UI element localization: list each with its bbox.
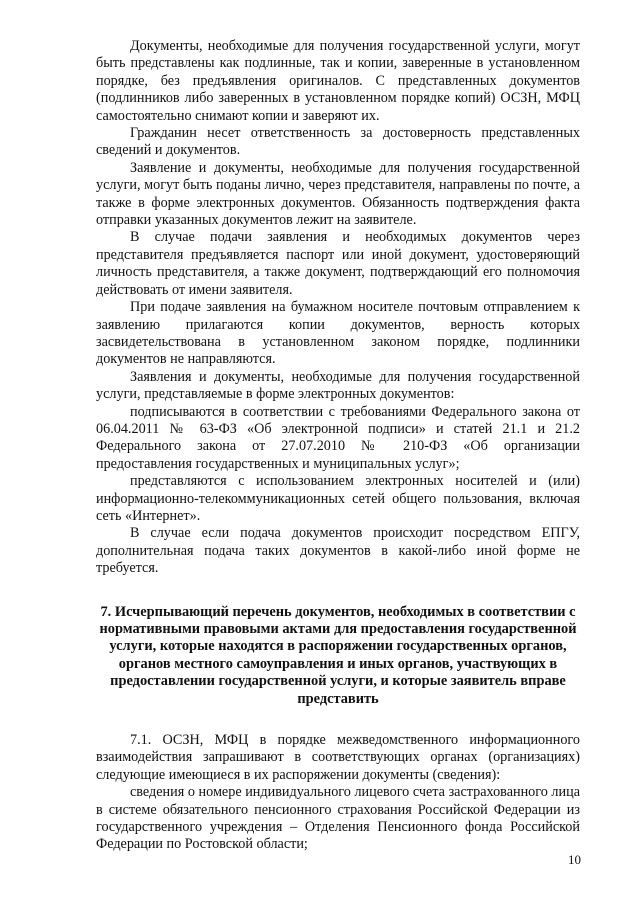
document-body [96,38,580,854]
paragraph: В случае подачи заявления и необходимых документов через представителя предъявляется паспорт или иной документ, удостоверяющий личность представителя, а также документ, подтверждающий его полномочия действовать от имени заявителя. [96,229,580,298]
page-number: 10 [568,852,581,867]
paragraph: Заявления и документы, необходимые для получения государственной услуги, представляемые в форме электронных документов: [96,368,580,403]
paragraph: Гражданин несет ответственность за достоверность представленных сведений и документов. [96,125,580,159]
section-heading: 7. Исчерпывающий перечень документов, необходимых в соответствии с нормативными правовыми актами для предоставления государственной услуги, которые находятся в распоряжении государственных органов, органов местного самоуправления и иных органов, участвующих в предоставлении государственной услуги, и которые заявитель вправе представить [99,603,577,707]
paragraph: 7.1. ОСЗН, МФЦ в порядке межведомственного информационного взаимодействия запрашивают в соответствующих органах (организациях) следующие имеющиеся в их распоряжении документы (сведения): [96,732,580,783]
paragraph: Заявление и документы, необходимые для получения государственной услуги, могут быть поданы лично, через представителя, направлены по почте, а также в форме электронных документов. Обязанность подтверждения факта отправки указанных документов лежит на заявителе. [96,159,580,229]
paragraph: представляются с использованием электронных носителей и (или) информационно-телекоммуникационных сетей общего пользования, включая сеть «Интернет». [96,473,580,524]
paragraph: При подаче заявления на бумажном носителе почтовым отправлением к заявлению прилагаются копии документов, верность которых засвидетельствована в установленном законом порядке, подлинники документов не направляются. [96,299,580,368]
paragraph: сведения о номере индивидуального лицевого счета застрахованного лица в системе обязательного пенсионного страхования Российской Федерации из государственного учреждения – Отделения Пенсионного фонда Российской Федерации по Ростовской области; [96,784,580,853]
paragraph: В случае если подача документов происходит посредством ЕПГУ, дополнительная подача таких документов в какой-либо иной форме не требуется. [96,525,580,577]
paragraph: подписываются в соответствии с требованиями Федерального закона от 06.04.2011 № 63-ФЗ «Об электронной подписи» и статей 21.1 и 21.2 Федерального закона от 27.07.2010 № 210-ФЗ «Об организации предоставления государственных и муниципальных услуг»; [96,403,580,472]
paragraph: Документы, необходимые для получения государственной услуги, могут быть представлены как подлинные, так и копии, заверенные в установленном порядке, без предъявления оригиналов. С представленных документов (подлинников либо заверенных в установленном порядке копий) ОСЗН, МФЦ самостоятельно снимают копии и заверяют их. [96,38,580,124]
